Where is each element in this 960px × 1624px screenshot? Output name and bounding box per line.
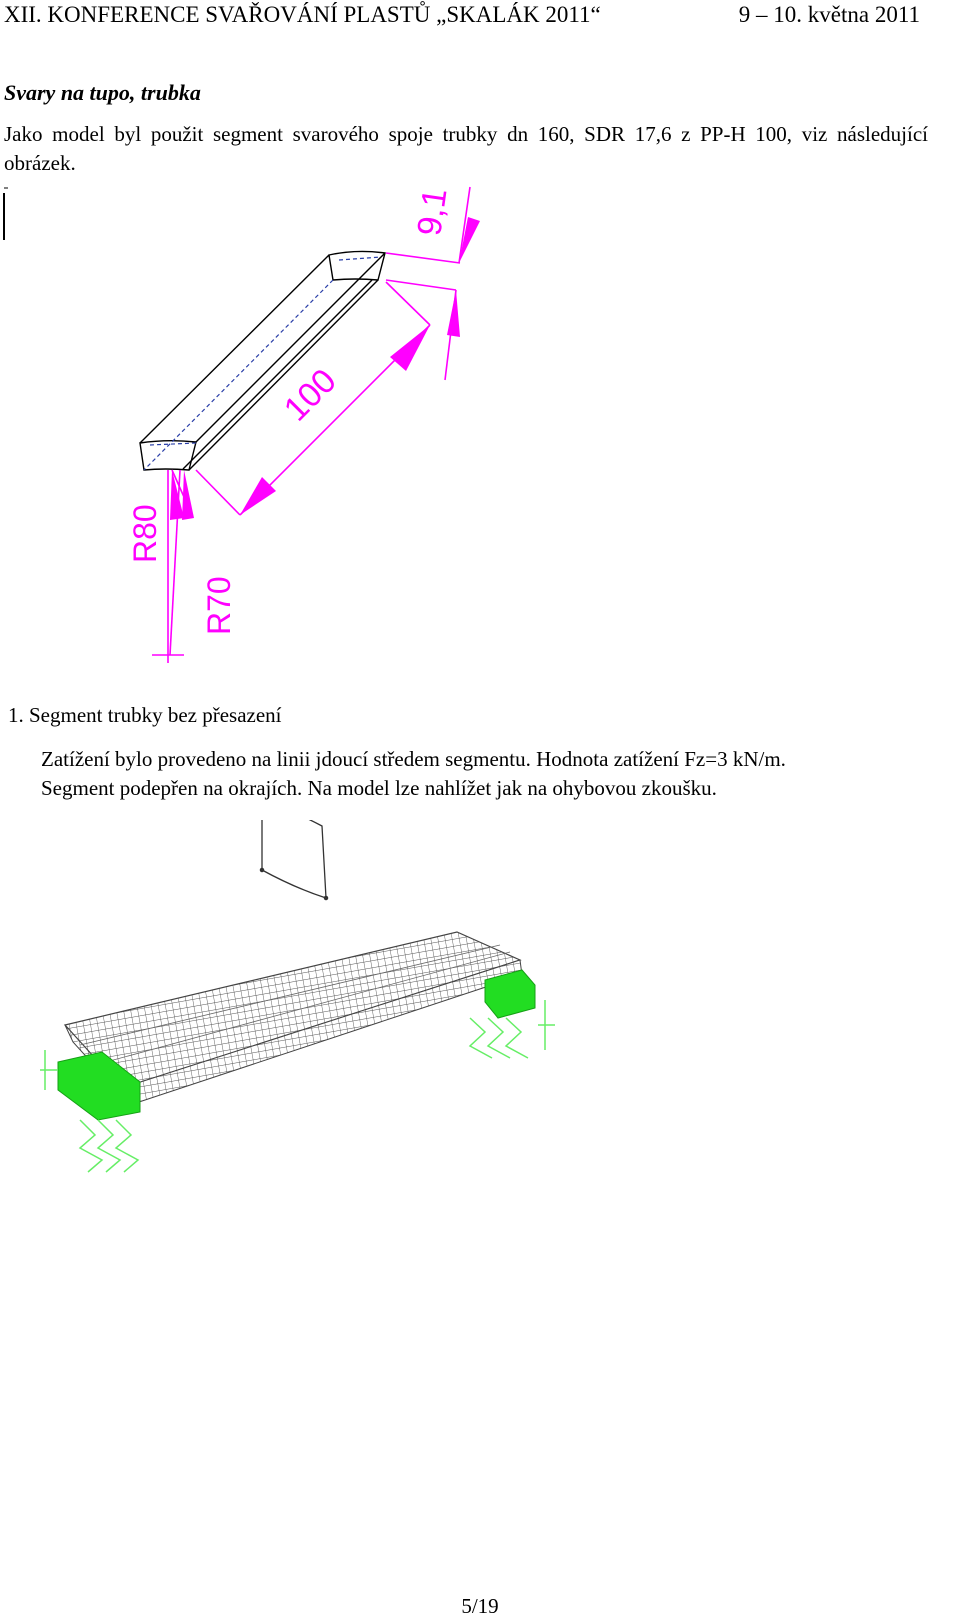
header-conference-title: XII. KONFERENCE SVAŘOVÁNÍ PLASTŮ „SKALÁK 2011“ [4, 2, 601, 27]
load-description [41, 745, 941, 803]
figure-caption: 1. Segment trubky bez přesazení [8, 703, 282, 727]
pipe-segment-dimension-drawing [0, 185, 520, 675]
header-date: 9 – 10. května 2011 [738, 2, 920, 27]
segment-outline [140, 251, 385, 470]
intro-paragraph: Jako model byl použit segment svarového spoje trubky dn 160, SDR 17,6 z PP-H 100, viz následující obrázek. [4, 122, 928, 175]
section-title: Svary na tupo, trubka [4, 80, 201, 105]
load-indicator [260, 820, 327, 900]
thickness-dimension-label: 9,1 [410, 186, 455, 239]
fe-mesh-model-image [40, 820, 580, 1200]
outer-radius-label: R80 [127, 504, 163, 563]
length-dimension-label: 100 [276, 361, 344, 429]
load-description-line-2: Segment podepřen na okrajích. Na model lze nahlížet jak na ohybovou zkoušku. [41, 776, 717, 800]
segment-hidden-edges [144, 257, 381, 470]
load-description-line-1: Zatížení bylo provedeno na linii jdoucí středem segmentu. Hodnota zatížení Fz=3 kN/m. [41, 747, 786, 771]
inner-radius-label: R70 [201, 576, 237, 635]
page-number: 5/19 [461, 1594, 499, 1618]
